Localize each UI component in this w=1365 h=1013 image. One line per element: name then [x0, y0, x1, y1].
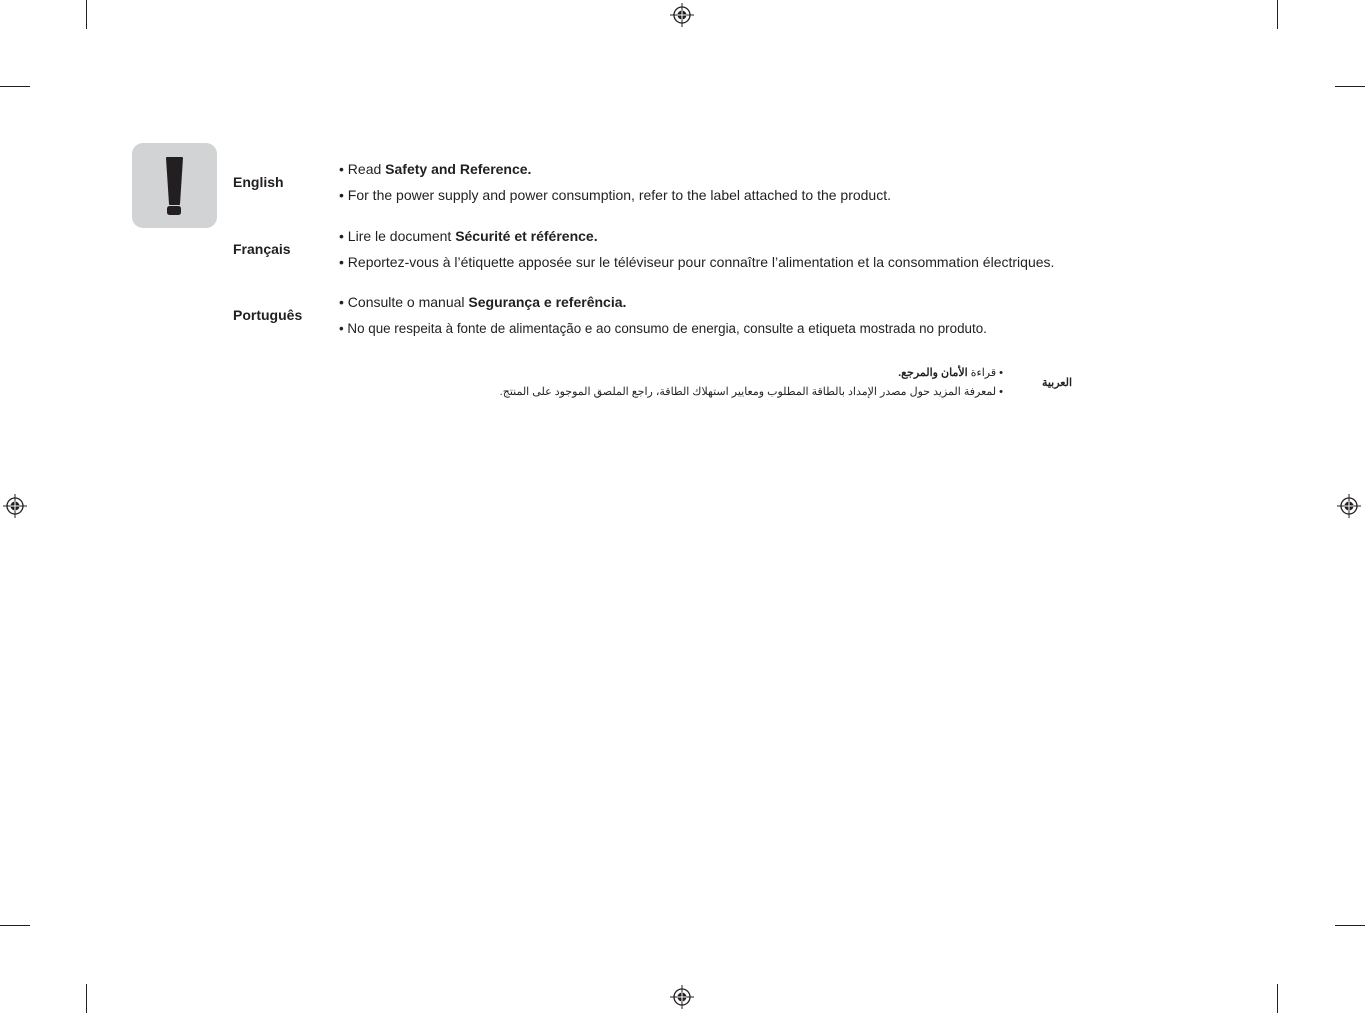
- english-line-1: [339, 161, 531, 177]
- arabic-doc-title: الأمان والمرجع.: [898, 367, 968, 379]
- portuguese-line-2: • No que respeita à fonte de alimentação e ao consumo de energia, consulte a etiqueta mostrada no produto.: [339, 321, 987, 336]
- crop-mark-top-right: [1277, 0, 1278, 29]
- crop-mark-top-right-h: [1335, 86, 1365, 87]
- crop-mark-top-left: [86, 0, 87, 29]
- english-doc-title: Safety and Reference.: [385, 161, 532, 177]
- french-line-1-text: • Lire le document: [339, 228, 456, 244]
- portuguese-doc-title: Segurança e referência.: [468, 294, 627, 310]
- english-line-2: • For the power supply and power consumption, refer to the label attached to the product.: [339, 187, 892, 203]
- language-label-french: Français: [233, 241, 291, 257]
- exclamation-icon: [132, 143, 217, 228]
- warning-icon-box: [132, 143, 217, 228]
- registration-mark-bottom-icon: [670, 985, 694, 1009]
- arabic-line-1-text: • قراءة: [967, 367, 1003, 379]
- language-label-arabic: العربية: [1041, 377, 1072, 389]
- crop-mark-top-left-h: [0, 86, 30, 87]
- registration-mark-left-icon: [3, 494, 27, 518]
- crop-mark-bottom-left-h: [0, 925, 30, 926]
- registration-mark-right-icon: [1337, 494, 1361, 518]
- arabic-line-1: [898, 366, 1003, 379]
- arabic-line-2: • لمعرفة المزيد حول مصدر الإمداد بالطاقة المطلوب ومعايير استهلاك الطاقة، راجع الملصق الموجود على المنتج.: [499, 386, 1003, 398]
- language-label-english: English: [233, 174, 284, 190]
- french-line-1: [339, 228, 598, 244]
- crop-mark-bottom-left: [86, 984, 87, 1013]
- crop-mark-bottom-right-h: [1335, 925, 1365, 926]
- portuguese-line-1-text: • Consulte o manual: [339, 294, 469, 310]
- english-line-1-text: • Read: [339, 161, 386, 177]
- french-line-2: • Reportez-vous à l’étiquette apposée sur le téléviseur pour connaître l’alimentation et la consommation électriques.: [339, 254, 1055, 270]
- portuguese-line-1: [339, 294, 626, 310]
- registration-mark-top-icon: [670, 3, 694, 27]
- french-doc-title: Sécurité et référence.: [455, 228, 598, 244]
- crop-mark-bottom-right: [1277, 984, 1278, 1013]
- language-label-portuguese: Português: [233, 307, 303, 323]
